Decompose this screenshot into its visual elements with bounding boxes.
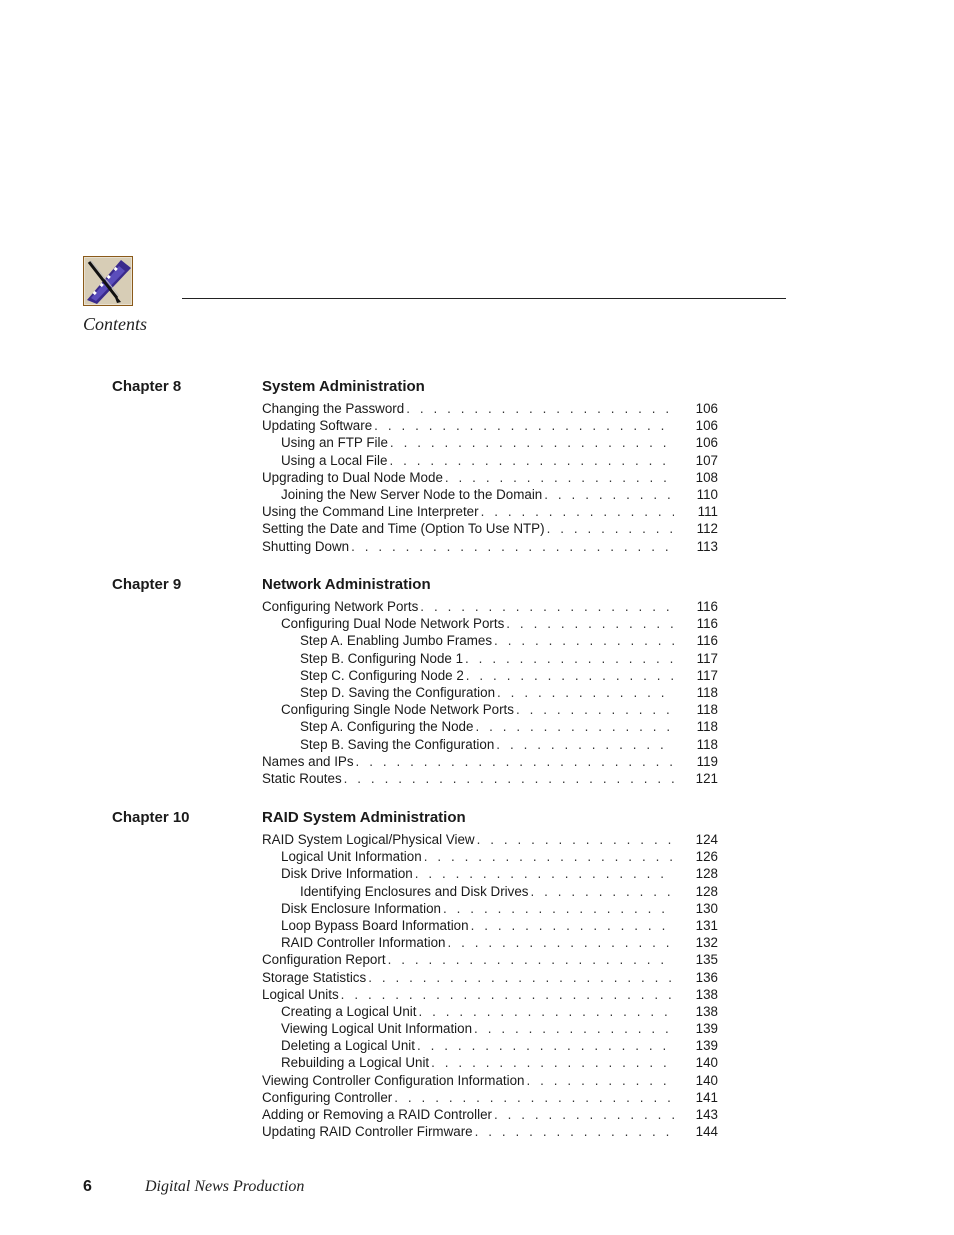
toc-entry-title: Rebuilding a Logical Unit bbox=[281, 1055, 430, 1071]
toc-entry-title: Step A. Configuring the Node bbox=[300, 719, 474, 735]
toc-entry[interactable] bbox=[262, 417, 718, 434]
toc-entry-page: 139 bbox=[695, 1021, 718, 1037]
dot-leader bbox=[389, 452, 674, 469]
toc-entry[interactable] bbox=[262, 934, 718, 951]
toc-entry-title: Using the Command Line Interpreter bbox=[262, 504, 479, 520]
chapter-label: Chapter 10 bbox=[112, 809, 190, 826]
toc-entry-page: 108 bbox=[695, 469, 718, 485]
toc-entry-title: Disk Drive Information bbox=[281, 866, 413, 882]
toc-entry-row bbox=[262, 934, 718, 951]
toc-entry-page: 118 bbox=[696, 719, 718, 735]
toc-entry-title: RAID Controller Information bbox=[281, 935, 446, 951]
toc-entry-row bbox=[262, 684, 718, 701]
dot-leader bbox=[547, 520, 674, 537]
toc-entry-page: 118 bbox=[696, 736, 718, 752]
toc-entry-page: 117 bbox=[696, 650, 718, 666]
toc-entry-page: 118 bbox=[696, 684, 718, 700]
toc-entry[interactable] bbox=[262, 736, 718, 753]
toc-entry-row bbox=[262, 667, 718, 684]
dot-leader bbox=[374, 417, 674, 434]
toc-entry-page: 132 bbox=[695, 935, 718, 951]
toc-entry-title: Viewing Controller Configuration Information bbox=[262, 1072, 525, 1088]
toc-entry[interactable] bbox=[262, 770, 718, 787]
toc-entry[interactable] bbox=[262, 1054, 718, 1071]
toc-entry-title: Viewing Logical Unit Information bbox=[281, 1021, 473, 1037]
toc-entry-row bbox=[262, 865, 718, 882]
toc-entry-title: Disk Enclosure Information bbox=[281, 900, 442, 916]
dot-leader bbox=[415, 865, 674, 882]
toc-entry-title: Shutting Down bbox=[262, 538, 350, 554]
toc-entry[interactable] bbox=[262, 917, 718, 934]
toc-entry-row bbox=[262, 400, 718, 417]
toc-entry-title: Setting the Date and Time (Option To Use NTP) bbox=[262, 521, 545, 537]
toc-entry-title: Upgrading to Dual Node Mode bbox=[262, 469, 443, 485]
dot-leader bbox=[494, 1106, 674, 1123]
toc-entry[interactable] bbox=[262, 969, 718, 986]
toc-entry-page: 131 bbox=[695, 917, 718, 933]
dot-leader bbox=[465, 650, 674, 667]
toc-entry[interactable] bbox=[262, 667, 718, 684]
toc-entry-title: Step D. Saving the Configuration bbox=[300, 684, 496, 700]
dot-leader bbox=[388, 951, 674, 968]
toc-entry-row bbox=[262, 883, 718, 900]
dot-leader bbox=[390, 434, 674, 451]
toc-entry-title: Creating a Logical Unit bbox=[281, 1003, 417, 1019]
toc-entry-title: Names and IPs bbox=[262, 753, 354, 769]
toc-entry-page: 144 bbox=[695, 1124, 718, 1140]
toc-entry-title: Configuration Report bbox=[262, 952, 386, 968]
toc-entry[interactable] bbox=[262, 434, 718, 451]
toc-entry-row bbox=[262, 1106, 718, 1123]
toc-entry[interactable] bbox=[262, 718, 718, 735]
toc-entry[interactable] bbox=[262, 865, 718, 882]
toc-entry-row bbox=[262, 520, 718, 537]
toc-entry-page: 116 bbox=[696, 633, 718, 649]
dot-leader bbox=[418, 1003, 674, 1020]
toc-entry-row bbox=[262, 917, 718, 934]
toc-entry[interactable] bbox=[262, 831, 718, 848]
toc-entry-row bbox=[262, 718, 718, 735]
page-number: 6 bbox=[83, 1178, 92, 1195]
toc-entry-title: Configuring Controller bbox=[262, 1089, 393, 1105]
toc-entry-page: 141 bbox=[695, 1089, 718, 1105]
toc-entry-row bbox=[262, 1123, 718, 1140]
toc-entry-page: 130 bbox=[695, 900, 718, 916]
dot-leader bbox=[445, 469, 674, 486]
toc-entry[interactable] bbox=[262, 400, 718, 417]
dot-leader bbox=[544, 486, 674, 503]
news-logo-icon bbox=[83, 256, 133, 306]
toc-entry-row bbox=[262, 417, 718, 434]
toc-entry-page: 124 bbox=[695, 832, 718, 847]
toc-entry-title: Configuring Dual Node Network Ports bbox=[281, 616, 505, 632]
dot-leader bbox=[496, 736, 674, 753]
toc-entry-page: 121 bbox=[695, 770, 718, 786]
toc-entry[interactable] bbox=[262, 486, 718, 503]
dot-leader bbox=[443, 900, 674, 917]
chapter-label: Chapter 9 bbox=[112, 576, 182, 593]
toc-entry[interactable] bbox=[262, 701, 718, 718]
toc-entry-row bbox=[262, 452, 718, 469]
toc-entry[interactable] bbox=[262, 632, 718, 649]
toc-entry-page: 126 bbox=[695, 849, 718, 865]
toc-entry-row bbox=[262, 848, 718, 865]
dot-leader bbox=[477, 831, 674, 848]
toc-entry-page: 111 bbox=[697, 504, 718, 520]
dot-leader bbox=[394, 1089, 674, 1106]
toc-entry[interactable] bbox=[262, 469, 718, 486]
dot-leader bbox=[344, 770, 674, 787]
toc-entry-page: 128 bbox=[695, 883, 718, 899]
toc-entry[interactable] bbox=[262, 986, 718, 1003]
dot-leader bbox=[474, 1020, 674, 1037]
dot-leader bbox=[471, 917, 674, 934]
toc-entry[interactable] bbox=[262, 848, 718, 865]
toc-entry[interactable] bbox=[262, 1020, 718, 1037]
toc-list bbox=[262, 400, 718, 555]
toc-entry-title: Storage Statistics bbox=[262, 969, 367, 985]
header-rule bbox=[182, 298, 786, 299]
dot-leader bbox=[406, 400, 674, 417]
toc-entry[interactable] bbox=[262, 598, 718, 615]
toc-entry-title: Step A. Enabling Jumbo Frames bbox=[300, 633, 493, 649]
toc-entry-row bbox=[262, 770, 718, 787]
toc-entry-page: 117 bbox=[696, 667, 718, 683]
toc-entry-title: Logical Unit Information bbox=[281, 849, 422, 865]
toc-entry-title: Changing the Password bbox=[262, 401, 405, 416]
chapter-label: Chapter 8 bbox=[112, 378, 182, 395]
toc-list bbox=[262, 831, 718, 1140]
toc-entry-page: 113 bbox=[696, 538, 718, 554]
toc-entry-row bbox=[262, 650, 718, 667]
toc-entry-page: 118 bbox=[696, 702, 718, 718]
toc-entry[interactable] bbox=[262, 900, 718, 917]
toc-entry[interactable] bbox=[262, 1106, 718, 1123]
dot-leader bbox=[494, 632, 674, 649]
toc-entry-page: 139 bbox=[695, 1038, 718, 1054]
toc-entry[interactable] bbox=[262, 1089, 718, 1106]
toc-entry-page: 116 bbox=[696, 599, 718, 614]
chapter-title[interactable]: RAID System Administration bbox=[262, 809, 466, 826]
toc-entry-row bbox=[262, 951, 718, 968]
toc-entry-row bbox=[262, 1089, 718, 1106]
dot-leader bbox=[356, 753, 674, 770]
dot-leader bbox=[351, 538, 674, 555]
toc-entry-row bbox=[262, 1037, 718, 1054]
toc-entry-title: Loop Bypass Board Information bbox=[281, 917, 469, 933]
dot-leader bbox=[530, 883, 674, 900]
toc-entry-row bbox=[262, 831, 718, 848]
toc-entry-title: Step B. Configuring Node 1 bbox=[300, 650, 464, 666]
toc-entry-page: 128 bbox=[695, 866, 718, 882]
toc-entry-title: Using a Local File bbox=[281, 452, 388, 468]
dot-leader bbox=[420, 598, 674, 615]
dot-leader bbox=[466, 667, 674, 684]
toc-entry[interactable] bbox=[262, 1072, 718, 1089]
toc-entry-row bbox=[262, 900, 718, 917]
toc-entry[interactable] bbox=[262, 650, 718, 667]
toc-entry-page: 140 bbox=[695, 1072, 718, 1088]
toc-entry-row bbox=[262, 632, 718, 649]
toc-entry-title: Configuring Network Ports bbox=[262, 599, 419, 614]
toc-entry-row bbox=[262, 1020, 718, 1037]
toc-entry-row bbox=[262, 434, 718, 451]
toc-entry-page: 138 bbox=[695, 1003, 718, 1019]
toc-entry-page: 106 bbox=[695, 435, 718, 451]
toc-entry[interactable] bbox=[262, 753, 718, 770]
toc-entry[interactable] bbox=[262, 538, 718, 555]
toc-entry-page: 116 bbox=[696, 616, 718, 632]
toc-entry-row bbox=[262, 469, 718, 486]
toc-entry-title: Configuring Single Node Network Ports bbox=[281, 702, 514, 718]
toc-entry-title: Deleting a Logical Unit bbox=[281, 1038, 415, 1054]
toc-entry-title: Step C. Configuring Node 2 bbox=[300, 667, 464, 683]
toc-entry[interactable] bbox=[262, 520, 718, 537]
dot-leader bbox=[424, 848, 674, 865]
dot-leader bbox=[475, 718, 674, 735]
toc-entry-title: Joining the New Server Node to the Domain bbox=[281, 486, 543, 502]
toc-entry-row bbox=[262, 486, 718, 503]
toc-entry-page: 112 bbox=[696, 521, 718, 537]
toc-entry-page: 119 bbox=[696, 753, 718, 769]
toc-entry-page: 136 bbox=[695, 969, 718, 985]
dot-leader bbox=[481, 503, 674, 520]
dot-leader bbox=[506, 615, 674, 632]
toc-entry-title: Identifying Enclosures and Disk Drives bbox=[300, 883, 529, 899]
dot-leader bbox=[516, 701, 674, 718]
toc-entry[interactable] bbox=[262, 1123, 718, 1140]
chapter-title[interactable]: Network Administration bbox=[262, 576, 431, 593]
toc-entry-row bbox=[262, 701, 718, 718]
toc-entry-row bbox=[262, 538, 718, 555]
toc-entry-row bbox=[262, 1072, 718, 1089]
section-title: Contents bbox=[83, 314, 148, 334]
chapter-title[interactable]: System Administration bbox=[262, 378, 425, 395]
toc-entry[interactable] bbox=[262, 883, 718, 900]
toc-entry[interactable] bbox=[262, 951, 718, 968]
dot-leader bbox=[527, 1072, 675, 1089]
toc-entry[interactable] bbox=[262, 684, 718, 701]
toc-entry-row bbox=[262, 1003, 718, 1020]
toc-entry-title: Updating Software bbox=[262, 418, 373, 434]
toc-entry[interactable] bbox=[262, 1003, 718, 1020]
dot-leader bbox=[447, 934, 674, 951]
toc-entry-row bbox=[262, 503, 718, 520]
toc-entry[interactable] bbox=[262, 1037, 718, 1054]
dot-leader bbox=[431, 1054, 674, 1071]
toc-entry[interactable] bbox=[262, 452, 718, 469]
toc-entry-row bbox=[262, 615, 718, 632]
toc-entry-title: RAID System Logical/Physical View bbox=[262, 832, 475, 847]
toc-entry-title: Using an FTP File bbox=[281, 435, 388, 451]
dot-leader bbox=[475, 1123, 674, 1140]
toc-entry-row bbox=[262, 969, 718, 986]
toc-entry-title: Static Routes bbox=[262, 770, 342, 786]
book-title: Digital News Production bbox=[145, 1178, 305, 1195]
toc-entry-row bbox=[262, 753, 718, 770]
toc-entry-page: 138 bbox=[695, 986, 718, 1002]
dot-leader bbox=[341, 986, 674, 1003]
toc-entry-page: 106 bbox=[695, 401, 718, 416]
toc-entry-page: 106 bbox=[695, 418, 718, 434]
toc-entry-title: Step B. Saving the Configuration bbox=[300, 736, 495, 752]
dot-leader bbox=[417, 1037, 674, 1054]
toc-entry-page: 107 bbox=[695, 452, 718, 468]
dot-leader bbox=[368, 969, 674, 986]
toc-entry-title: Updating RAID Controller Firmware bbox=[262, 1124, 473, 1140]
toc-entry-row bbox=[262, 986, 718, 1003]
dot-leader bbox=[497, 684, 674, 701]
toc-entry[interactable] bbox=[262, 615, 718, 632]
toc-list bbox=[262, 598, 718, 787]
toc-entry-row bbox=[262, 736, 718, 753]
toc-entry-page: 140 bbox=[695, 1055, 718, 1071]
toc-entry-title: Logical Units bbox=[262, 986, 339, 1002]
toc-entry-title: Adding or Removing a RAID Controller bbox=[262, 1107, 492, 1122]
toc-entry-page: 110 bbox=[696, 486, 718, 502]
toc-entry[interactable] bbox=[262, 503, 718, 520]
toc-entry-row bbox=[262, 1054, 718, 1071]
toc-entry-page: 135 bbox=[695, 952, 718, 968]
toc-entry-row bbox=[262, 598, 718, 615]
toc-entry-page: 143 bbox=[695, 1107, 718, 1122]
